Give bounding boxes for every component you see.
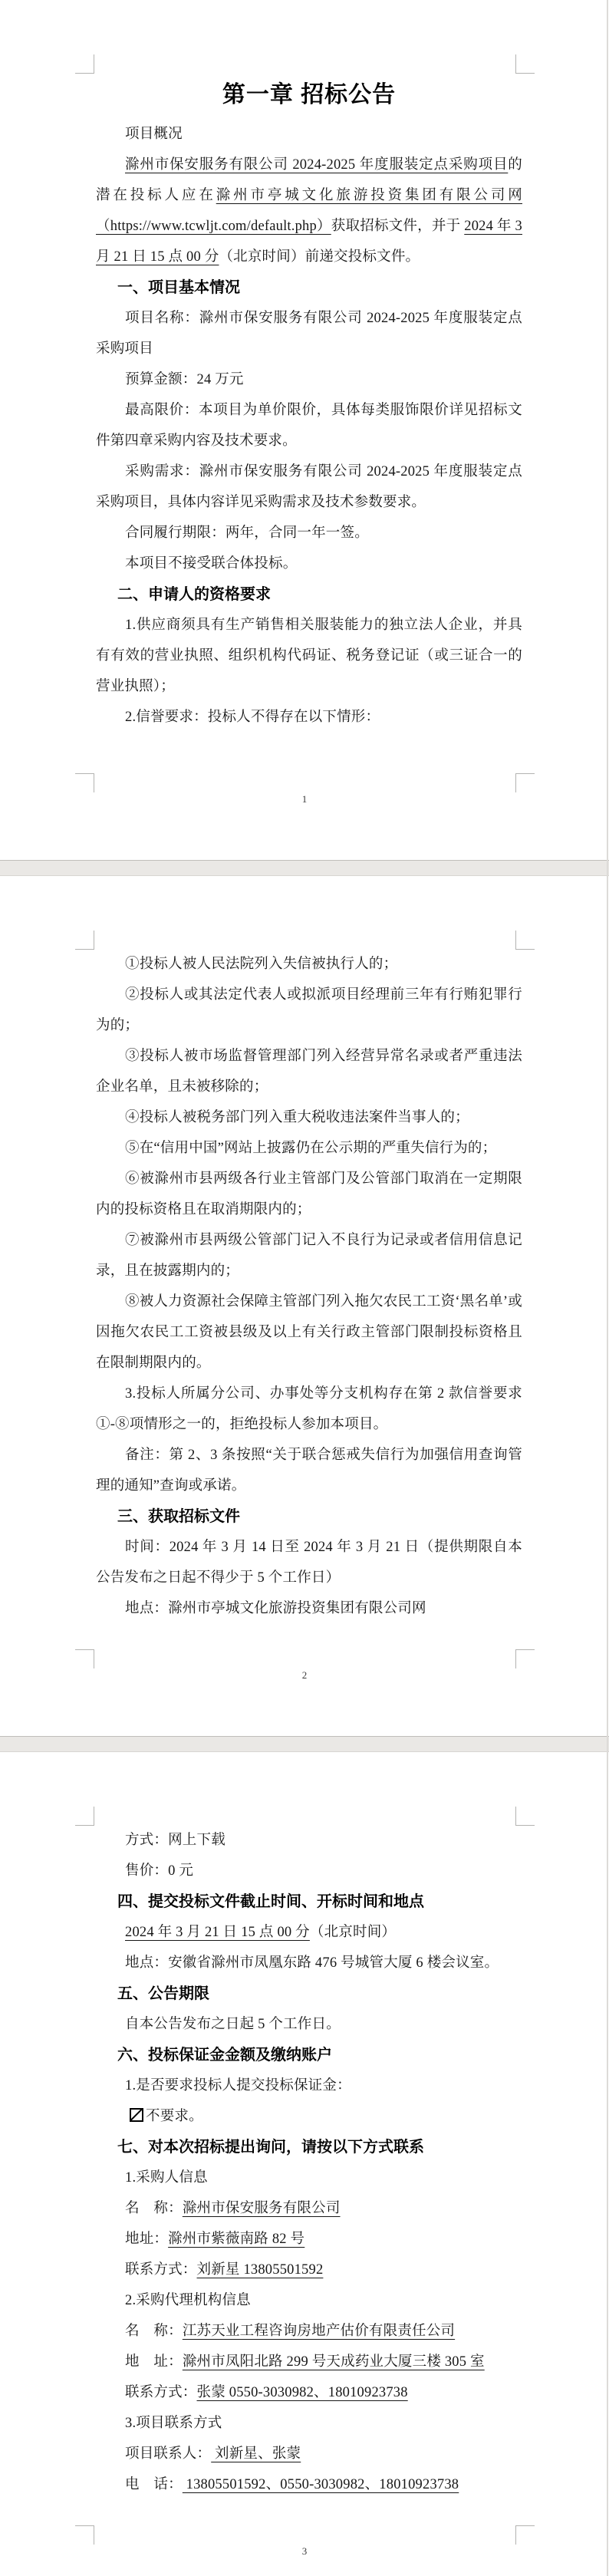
underlined-text-segment: 2024 年 3 月 21 日 15 点 00 分 (125, 1925, 310, 1940)
document-page (0, 1752, 609, 2576)
text-segment: 1.供应商须具有生产销售相关服装能力的独立法人企业，并具有有效的营业执照、组织机构代码证、税务登记证（或三证合一的营业执照）； (96, 618, 522, 694)
paragraph (96, 2070, 522, 2101)
margin-crop-mark-icon (515, 773, 535, 792)
paragraph (96, 1133, 522, 1164)
checkbox-line (96, 2101, 522, 2132)
margin-crop-mark-icon (515, 2525, 535, 2545)
paragraph (96, 610, 522, 702)
text-segment: 1.采购人信息 (125, 2170, 208, 2186)
text-segment: （北京时间） (309, 1925, 397, 1940)
page-number: 3 (301, 2545, 308, 2557)
text-segment: 一、项目基本情况 (117, 279, 240, 296)
text-segment: 本项目不接受联合体投标。 (125, 556, 298, 572)
text-segment: ⑧被人力资源社会保障主管部门列入拖欠农民工工资‘黑名单’或因拖欠农民工工资被县级及以上有关行政主管部门限制投标资格且在限制期限内的。 (96, 1294, 522, 1371)
underlined-text-segment: 刘新星 13805501592 (196, 2262, 324, 2278)
paragraph (96, 2193, 522, 2224)
section-heading (96, 1978, 522, 2009)
paragraph (96, 2163, 522, 2193)
text-segment: 地点：安徽省滁州市凤凰东路 476 号城管大厦 6 楼会议室。 (125, 1955, 499, 1971)
text-segment: 1.是否要求投标人提交投标保证金： (125, 2078, 351, 2093)
text-segment: （北京时间）前递交投标文件。 (219, 249, 420, 265)
paragraph (96, 518, 522, 548)
paragraph (96, 1856, 522, 1886)
paragraph (96, 150, 522, 272)
check-mark-icon (130, 2108, 143, 2121)
margin-crop-mark-icon (75, 1649, 94, 1668)
paragraph (96, 119, 522, 150)
page-separator (0, 1736, 609, 1752)
text-segment: ④投标人被税务部门列入重大税收违法案件当事人的； (125, 1110, 469, 1125)
text-segment: 预算金额：24 万元 (125, 372, 244, 387)
text-segment: 获取招标文件，并于 (331, 219, 465, 234)
text-segment: 二、申请人的资格要求 (117, 586, 271, 603)
margin-crop-mark-icon (75, 54, 94, 74)
paragraph (96, 2009, 522, 2040)
text-segment: 六、投标保证金金额及缴纳账户 (117, 2047, 332, 2064)
text-segment: 三、获取招标文件 (117, 1508, 240, 1525)
margin-crop-mark-icon (515, 1807, 535, 1826)
margin-crop-mark-icon (75, 2525, 94, 2545)
paragraph (96, 2316, 522, 2347)
underlined-text-segment: 滁州市紫薇南路 82 号 (168, 2232, 305, 2247)
text-segment: ⑤在“信用中国”网站上披露仍在公示期的严重失信行为的； (125, 1141, 497, 1156)
paragraph (96, 303, 522, 364)
paragraph (96, 1440, 522, 1501)
paragraph (96, 1532, 522, 1593)
text-segment: 2.信誉要求：投标人不得存在以下情形： (125, 710, 380, 725)
paragraph (96, 1286, 522, 1379)
paragraph (96, 2439, 522, 2469)
page-content (96, 73, 522, 733)
page-separator (0, 860, 609, 876)
paragraph (96, 1917, 522, 1948)
paragraph (96, 2469, 522, 2500)
paragraph (96, 949, 522, 980)
text-segment: 3.项目联系方式 (125, 2416, 222, 2431)
underlined-text-segment: 滁州市亭城文化旅游投资集团有限公司网（https://www.tcwljt.com/default.php） (96, 188, 522, 234)
paragraph (96, 1225, 522, 1286)
underlined-text-segment: 江苏天业工程咨询房地产估价有限责任公司 (182, 2324, 456, 2339)
paragraph (96, 2377, 522, 2408)
underlined-text-segment: 张蒙 0550-3030982、18010923738 (196, 2385, 408, 2400)
paragraph (96, 1164, 522, 1225)
text-segment: 项目概况 (125, 127, 183, 142)
text-segment: 项目名称：滁州市保安服务有限公司 2024-2025 年度服装定点采购项目 (96, 311, 522, 357)
underlined-text-segment: 2024 年 3 月 21 日 15 点 00 分 (96, 219, 522, 265)
paragraph (96, 548, 522, 579)
text-segment: 地 址： (125, 2354, 183, 2370)
text-segment: 联系方式： (125, 2385, 197, 2400)
text-segment: 名 称： (125, 2324, 183, 2339)
text-segment: 名 称： (125, 2201, 183, 2216)
text-segment: 地点：滁州市亭城文化旅游投资集团有限公司网 (125, 1601, 426, 1616)
section-heading (96, 2132, 522, 2163)
text-segment: 售价：0 元 (125, 1863, 194, 1879)
margin-crop-mark-icon (515, 1649, 535, 1668)
section-heading (96, 1886, 522, 1917)
text-segment: 3.投标人所属分公司、办事处等分支机构存在第 2 款信誉要求①-⑧项情形之一的，拒绝投标人参加本项目。 (96, 1386, 522, 1432)
paragraph (96, 1825, 522, 1856)
section-heading (96, 1501, 522, 1532)
text-segment: 四、提交投标文件截止时间、开标时间和地点 (117, 1893, 424, 1910)
text-segment: ①投标人被人民法院列入失信被执行人的； (125, 957, 398, 972)
paragraph (96, 702, 522, 733)
text-segment: 时间：2024 年 3 月 14 日至 2024 年 3 月 21 日（提供期限自本公告发布之日起不得少于 5 个工作日） (96, 1540, 522, 1586)
section-heading (96, 2040, 522, 2070)
paragraph (96, 2255, 522, 2285)
paragraph (96, 980, 522, 1041)
text-segment: 七、对本次招标提出询问，请按以下方式联系 (117, 2139, 424, 2156)
paragraph (96, 395, 522, 456)
paragraph (96, 1593, 522, 1624)
margin-crop-mark-icon (75, 773, 94, 792)
text-segment: 项目联系人： (125, 2446, 212, 2462)
underlined-text-segment: 滁州市凤阳北路 299 号天成药业大厦三楼 305 室 (182, 2354, 485, 2370)
chapter-title (96, 74, 522, 116)
text-segment: 备注：第 2、3 条按照“关于联合惩戒失信行为加强信用查询管理的通知”查询或承诺。 (96, 1448, 522, 1494)
text-segment: 2.采购代理机构信息 (125, 2293, 251, 2308)
paragraph (96, 2224, 522, 2255)
text-segment: ⑦被滁州市县两级公管部门记入不良行为记录或者信用信息记录，且在披露期内的； (96, 1233, 522, 1279)
text-segment: ③投标人被市场监督管理部门列入经营异常名录或者严重违法企业名单，且未被移除的； (96, 1049, 522, 1095)
text-segment: 第一章 招标公告 (222, 82, 397, 107)
section-heading (96, 272, 522, 303)
paragraph (96, 1379, 522, 1440)
text-segment: 自本公告发布之日起 5 个工作日。 (125, 2017, 341, 2032)
margin-crop-mark-icon (75, 1807, 94, 1826)
text-segment: ⑥被滁州市县两级各行业主管部门及公管部门取消在一定期限内的投标资格且在取消期限内的； (96, 1171, 522, 1217)
margin-crop-mark-icon (515, 931, 535, 950)
section-heading (96, 579, 522, 610)
paragraph (96, 456, 522, 518)
paragraph (96, 2285, 522, 2316)
text-segment: ②投标人或其法定代表人或拟派项目经理前三年有行贿犯罪行为的； (96, 987, 522, 1033)
underlined-text-segment: 刘新星、张蒙 (211, 2446, 301, 2462)
text-segment: 不要求。 (146, 2109, 203, 2124)
text-segment: 的潜在投标人应在 (96, 157, 522, 203)
document-page (0, 876, 609, 1736)
paragraph (96, 1948, 522, 1978)
text-segment: 五、公告期限 (117, 1985, 209, 2002)
text-segment: 电 话： (125, 2477, 183, 2492)
paragraph (96, 364, 522, 395)
text-segment: 合同履行期限：两年，合同一年一签。 (125, 525, 369, 541)
text-segment: 联系方式： (125, 2262, 197, 2278)
checked-checkbox-icon (130, 2108, 143, 2122)
paragraph (96, 2347, 522, 2377)
underlined-text-segment: 13805501592、0550-3030982、18010923738 (182, 2477, 459, 2492)
page-number: 2 (301, 1669, 308, 1681)
text-segment: 最高限价：本项目为单价限价，具体每类服饰限价详见招标文件第四章采购内容及技术要求。 (96, 403, 522, 449)
margin-crop-mark-icon (515, 54, 535, 74)
margin-crop-mark-icon (75, 931, 94, 950)
underlined-text-segment: 滁州市保安服务有限公司 2024-2025 年度服装定点采购项目 (125, 157, 509, 173)
paragraph (96, 2408, 522, 2439)
page-number: 1 (301, 793, 308, 805)
paragraph (96, 1102, 522, 1133)
underlined-text-segment: 滁州市保安服务有限公司 (182, 2201, 341, 2216)
page-right-edge (607, 0, 608, 2576)
page-content (96, 949, 522, 1624)
text-segment: 地址： (125, 2232, 169, 2247)
text-segment: 采购需求：滁州市保安服务有限公司 2024-2025 年度服装定点采购项目，具体内容详见采购需求及技术参数要求。 (96, 464, 522, 510)
text-segment: 方式：网上下载 (125, 1833, 225, 1848)
document-page (0, 0, 609, 860)
page-content (96, 1825, 522, 2500)
paragraph (96, 1041, 522, 1102)
